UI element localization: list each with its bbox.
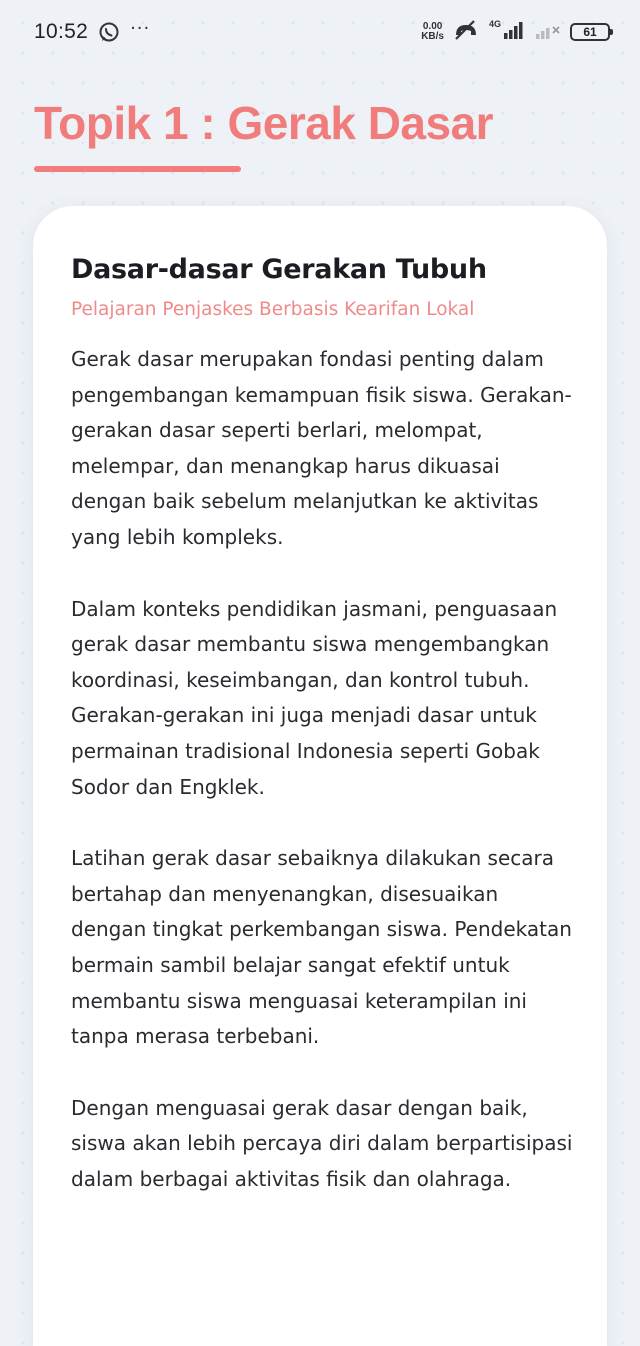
signal-icon [488, 19, 526, 45]
page-title: Topik 1 : Gerak Dasar [34, 97, 494, 149]
paragraph: Latihan gerak dasar sebaiknya dilakukan secara bertahap dan menyenangkan, disesuaikan dengan tingkat perkembangan siswa. Pendekatan bermain sambil belajar sangat efektif untuk membantu siswa menguasai keterampilan ini tanpa merasa terbebani. [71, 846, 572, 1049]
muted-call-icon [452, 19, 480, 45]
content-card [33, 206, 607, 1346]
paragraph: Dalam konteks pendidikan jasmani, penguasaan gerak dasar membantu siswa mengembangkan koordinasi, keseimbangan, dan kontrol tubuh. Gerakan-gerakan ini juga menjadi dasar untuk permainan tradisional Indonesia seperti Gobak Sodor dan Engklek. [71, 596, 558, 799]
network-speed-unit: KB/s [421, 31, 444, 42]
status-right [421, 19, 610, 45]
network-type-label: 4G [489, 19, 502, 29]
card-title: Dasar-dasar Gerakan Tubuh [71, 254, 487, 285]
paragraph: Dengan menguasai gerak dasar dengan baik, siswa akan lebih percaya diri dalam berpartisipasi dalam berbagai aktivitas fisik dan olahraga. [71, 1095, 573, 1191]
network-speed [421, 22, 444, 42]
status-bar [0, 0, 640, 64]
card-body [71, 342, 587, 1197]
network-speed-value: 0.00 [422, 21, 443, 32]
whatsapp-icon [98, 21, 120, 43]
status-left [34, 20, 150, 44]
more-notifications-icon: ··· [130, 18, 151, 39]
status-time: 10:52 [34, 20, 89, 43]
signal-weak-icon [534, 19, 562, 45]
paragraph: Gerak dasar merupakan fondasi penting dalam pengembangan kemampuan fisik siswa. Gerakan-gerakan dasar seperti berlari, melompat, melempar, dan menangkap harus dikuasai dengan baik sebelum melanjutkan ke aktivitas yang lebih kompleks. [71, 347, 572, 549]
title-underline [34, 166, 241, 172]
battery-icon: 61 [570, 23, 610, 41]
card-subtitle: Pelajaran Penjaskes Berbasis Kearifan Lokal [71, 299, 475, 320]
